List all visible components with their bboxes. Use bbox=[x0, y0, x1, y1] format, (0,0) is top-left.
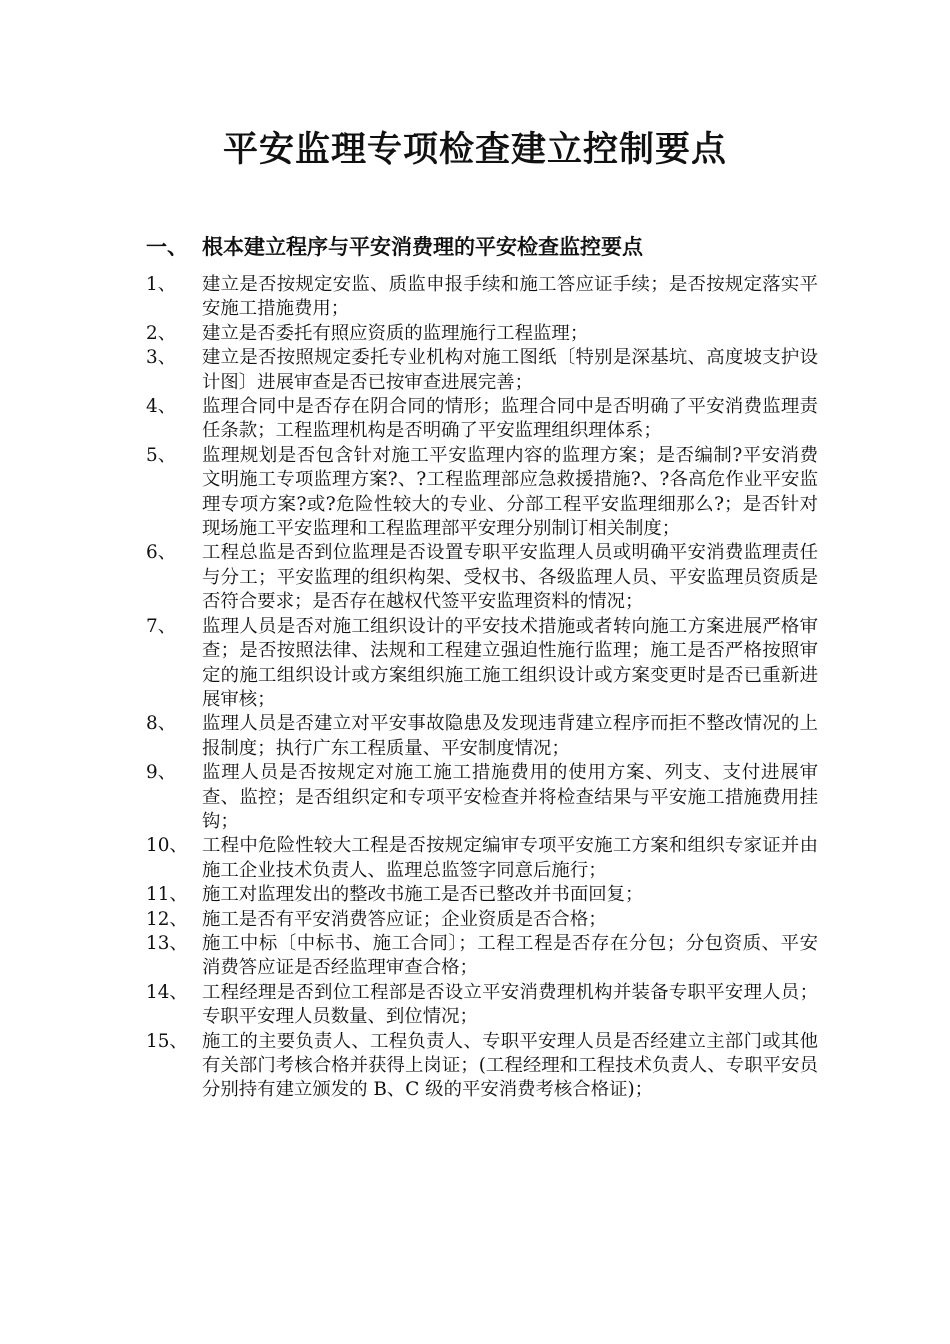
item-text: 建立是否委托有照应资质的监理施行工程监理； bbox=[202, 322, 589, 344]
item-number: 1、 bbox=[146, 274, 177, 295]
list-item bbox=[146, 322, 826, 346]
section-heading bbox=[146, 232, 643, 262]
item-number: 13、 bbox=[146, 932, 188, 954]
list-item bbox=[146, 1030, 826, 1103]
item-number: 11、 bbox=[146, 884, 188, 906]
item-text: 施工中标〔中标书、施工合同〕；工程工程是否存在分包；分包资质、平安消费答应证是否经监理审查合格； bbox=[202, 932, 818, 979]
checklist bbox=[146, 273, 826, 1103]
document-title: 平安监理专项检查建立控制要点 bbox=[222, 129, 727, 170]
list-item bbox=[146, 615, 826, 713]
item-number: 12、 bbox=[146, 908, 188, 930]
item-number: 4、 bbox=[146, 396, 177, 418]
list-item bbox=[146, 273, 826, 322]
section-number: 一、 bbox=[146, 234, 188, 259]
item-number: 15、 bbox=[146, 1030, 188, 1052]
item-text: 施工是否有平安消费答应证；企业资质是否合格； bbox=[202, 908, 607, 930]
list-item bbox=[146, 981, 826, 1030]
item-text: 工程总监是否到位监理是否设置专职平安监理人员或明确平安消费监理责任与分工；平安监理的组织构架、受权书、各级监理人员、平安监理员资质是否符合要求；是否存在越权代签平安监理资料的情况； bbox=[202, 542, 818, 613]
item-number: 9、 bbox=[146, 762, 177, 784]
section-heading-text: 根本建立程序与平安消费理的平安检查监控要点 bbox=[202, 234, 643, 259]
item-text: 监理人员是否按规定对施工施工措施费用的使用方案、列支、支付进展审查、监控；是否组织定和专项平安检查并将检查结果与平安施工措施费用挂钩； bbox=[202, 762, 818, 832]
list-item bbox=[146, 908, 826, 932]
item-number: 3、 bbox=[146, 347, 177, 369]
item-text: 监理人员是否建立对平安事故隐患及发现违背建立程序而拒不整改情况的上报制度；执行广东工程质量、平安制度情况； bbox=[202, 713, 818, 759]
item-number: 10、 bbox=[146, 835, 188, 857]
item-text: 建立是否按规定安监、质监申报手续和施工答应证手续；是否按规定落实平安施工措施费用； bbox=[202, 274, 818, 320]
list-item bbox=[146, 444, 826, 542]
item-text: 监理合同中是否存在阴合同的情形；监理合同中是否明确了平安消费监理责任条款；工程监理机构是否明确了平安监理组织理体系； bbox=[202, 396, 818, 442]
list-item bbox=[146, 541, 826, 614]
item-text: 监理规划是否包含针对施工平安监理内容的监理方案；是否编制?平安消费文明施工专项监理方案?、?工程监理部应急救援措施?、?各高危作业平安监理专项方案?或?危险性较大的专业、分部工程平安监理细那么?；是否针对现场施工平安监理和工程监理部平安理分别制订相关制度； bbox=[202, 444, 818, 540]
list-item bbox=[146, 712, 826, 761]
list-item bbox=[146, 932, 826, 981]
item-number: 14、 bbox=[146, 981, 188, 1003]
item-text: 工程经理是否到位工程部是否设立平安消费理机构并装备专职平安理人员；专职平安理人员数量、到位情况； bbox=[202, 981, 818, 1028]
list-item bbox=[146, 346, 826, 395]
list-item bbox=[146, 834, 826, 883]
item-text: 施工的主要负责人、工程负责人、专职平安理人员是否经建立主部门或其他有关部门考核合格并获得上岗证；(工程经理和工程技术负责人、专职平安员分别持有建立颁发的 B、C 级的平安消费考核合格证)； bbox=[202, 1030, 818, 1101]
list-item bbox=[146, 761, 826, 834]
item-text: 监理人员是否对施工组织设计的平安技术措施或者转向施工方案进展严格审查；是否按照法律、法规和工程建立强迫性施行监理；施工是否严格按照审定的施工组织设计或方案组织施工施工组织设计或方案变更时是否已重新进展审核； bbox=[202, 615, 818, 710]
list-item bbox=[146, 883, 826, 907]
item-text: 工程中危险性较大工程是否按规定编审专项平安施工方案和组织专家证并由施工企业技术负责人、监理总监签字同意后施行； bbox=[202, 835, 818, 881]
item-text: 施工对监理发出的整改书施工是否已整改并书面回复； bbox=[202, 884, 644, 906]
item-number: 2、 bbox=[146, 322, 177, 344]
item-number: 5、 bbox=[146, 444, 177, 466]
item-number: 6、 bbox=[146, 542, 177, 564]
item-text: 建立是否按照规定委托专业机构对施工图纸〔特别是深基坑、高度坡支护设计图〕进展审查是否已按审查进展完善； bbox=[202, 347, 818, 393]
item-number: 7、 bbox=[146, 615, 177, 637]
list-item bbox=[146, 395, 826, 444]
item-number: 8、 bbox=[146, 713, 177, 735]
